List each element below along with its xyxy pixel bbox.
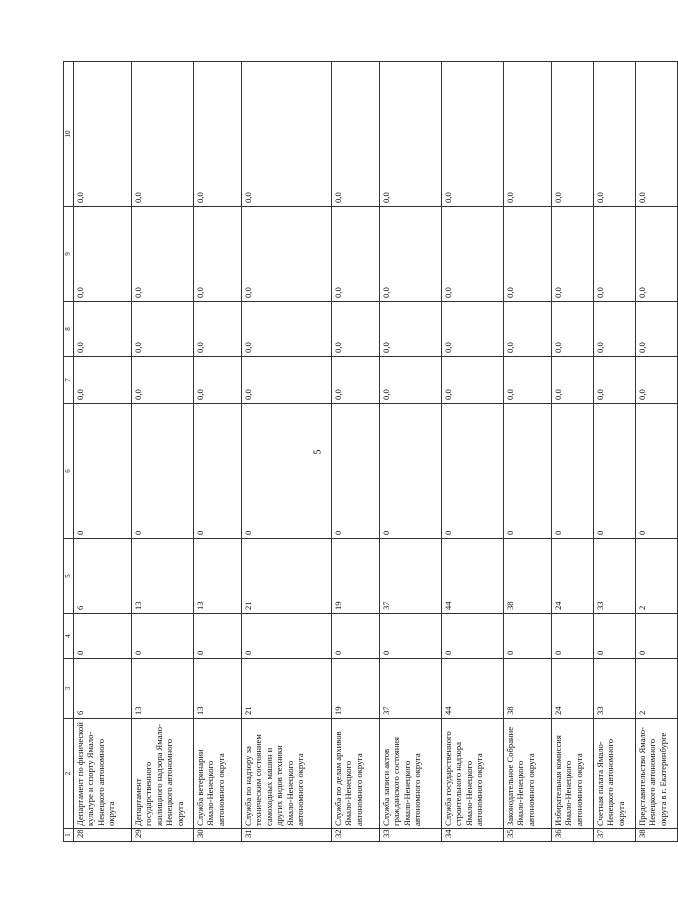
table-row	[74, 62, 132, 842]
organization-name: Служба ветеринарии Ямало-Ненецкого автономного округа	[194, 719, 242, 829]
col-3-value: 2	[636, 659, 678, 719]
col-10-value: 0,0	[504, 62, 552, 207]
col-6-value: 0	[132, 404, 194, 539]
col-10-value: 0,0	[594, 62, 636, 207]
col-6-value: 0	[74, 404, 132, 539]
col-6-value: 0	[636, 404, 678, 539]
col-3-value: 13	[132, 659, 194, 719]
row-number: 34	[442, 829, 504, 842]
row-number: 31	[242, 829, 332, 842]
col-9-value: 0,0	[242, 207, 332, 302]
organization-name: Департамент государственного жилищного надзора Ямало-Ненецкого автономного округа	[132, 719, 194, 829]
col-10-value: 0,0	[380, 62, 442, 207]
col-7-value: 0,0	[242, 357, 332, 404]
col-num-7: 7	[64, 357, 74, 404]
table-body	[74, 62, 678, 842]
organization-name: Представительство Ямало-Ненецкого автономного округа в г. Екатеринбурге	[636, 719, 678, 829]
col-7-value: 0,0	[442, 357, 504, 404]
col-8-value: 0,0	[552, 302, 594, 357]
col-8-value: 0,0	[74, 302, 132, 357]
col-4-value: 0	[242, 614, 332, 659]
col-7-value: 0,0	[552, 357, 594, 404]
col-3-value: 13	[194, 659, 242, 719]
col-9-value: 0,0	[594, 207, 636, 302]
row-number: 35	[504, 829, 552, 842]
col-num-10: 10	[64, 62, 74, 207]
col-8-value: 0,0	[332, 302, 380, 357]
col-4-value: 0	[74, 614, 132, 659]
col-3-value: 33	[594, 659, 636, 719]
col-5-value: 13	[132, 539, 194, 614]
col-num-6: 6	[64, 404, 74, 539]
col-5-value: 33	[594, 539, 636, 614]
table-row	[332, 62, 380, 842]
table-row	[442, 62, 504, 842]
col-5-value: 38	[504, 539, 552, 614]
col-10-value: 0,0	[242, 62, 332, 207]
col-7-value: 0,0	[636, 357, 678, 404]
col-10-value: 0,0	[442, 62, 504, 207]
col-5-value: 44	[442, 539, 504, 614]
col-4-value: 0	[636, 614, 678, 659]
col-num-3: 3	[64, 659, 74, 719]
row-number: 29	[132, 829, 194, 842]
col-7-value: 0,0	[74, 357, 132, 404]
col-3-value: 24	[552, 659, 594, 719]
organization-name: Служба записи актов гражданского состояния Ямало-Ненецкого автономного округа	[380, 719, 442, 829]
col-num-9: 9	[64, 207, 74, 302]
col-num-5: 5	[64, 539, 74, 614]
col-9-value: 0,0	[380, 207, 442, 302]
col-7-value: 0,0	[594, 357, 636, 404]
col-5-value: 19	[332, 539, 380, 614]
col-8-value: 0,0	[194, 302, 242, 357]
organization-name: Избирательная комиссия Ямало-Ненецкого автономного округа	[552, 719, 594, 829]
organization-name: Служба государственного строительного надзора Ямало-Ненецкого автономного округа	[442, 719, 504, 829]
table-row	[194, 62, 242, 842]
organization-name: Служба по надзору за техническим состоянием самоходных машин и других видов техники Ямало-Ненецкого автономного округа	[242, 719, 332, 829]
col-6-value: 0	[442, 404, 504, 539]
row-number: 36	[552, 829, 594, 842]
col-8-value: 0,0	[132, 302, 194, 357]
col-num-2: 2	[64, 719, 74, 829]
row-number: 32	[332, 829, 380, 842]
col-4-value: 0	[504, 614, 552, 659]
col-5-value: 13	[194, 539, 242, 614]
col-4-value: 0	[194, 614, 242, 659]
col-10-value: 0,0	[132, 62, 194, 207]
table-row	[552, 62, 594, 842]
col-10-value: 0,0	[552, 62, 594, 207]
col-9-value: 0,0	[194, 207, 242, 302]
col-5-value: 21	[242, 539, 332, 614]
col-5-value: 37	[380, 539, 442, 614]
col-9-value: 0,0	[74, 207, 132, 302]
col-4-value: 0	[132, 614, 194, 659]
table-row	[380, 62, 442, 842]
col-7-value: 0,0	[504, 357, 552, 404]
col-10-value: 0,0	[332, 62, 380, 207]
col-6-value: 0	[380, 404, 442, 539]
page-number: 5	[312, 449, 324, 455]
row-number: 28	[74, 829, 132, 842]
organization-name: Законодательное Собрание Ямало-Ненецкого автономного округа	[504, 719, 552, 829]
col-9-value: 0,0	[332, 207, 380, 302]
organization-name: Департамент по физической культуре и спорту Ямало-Ненецкого автономного округа	[74, 719, 132, 829]
col-6-value: 0	[504, 404, 552, 539]
col-3-value: 6	[74, 659, 132, 719]
col-4-value: 0	[594, 614, 636, 659]
col-8-value: 0,0	[504, 302, 552, 357]
col-6-value: 0	[194, 404, 242, 539]
col-9-value: 0,0	[636, 207, 678, 302]
col-6-value: 0	[242, 404, 332, 539]
col-4-value: 0	[332, 614, 380, 659]
col-5-value: 6	[74, 539, 132, 614]
col-7-value: 0,0	[132, 357, 194, 404]
col-4-value: 0	[380, 614, 442, 659]
col-8-value: 0,0	[636, 302, 678, 357]
organization-name: Счетная палата Ямало-Ненецкого автономного округа	[594, 719, 636, 829]
col-8-value: 0,0	[442, 302, 504, 357]
col-8-value: 0,0	[594, 302, 636, 357]
col-9-value: 0,0	[504, 207, 552, 302]
col-3-value: 44	[442, 659, 504, 719]
column-number-row	[64, 62, 74, 842]
col-5-value: 24	[552, 539, 594, 614]
table-row	[594, 62, 636, 842]
col-8-value: 0,0	[380, 302, 442, 357]
table-row	[504, 62, 552, 842]
col-9-value: 0,0	[442, 207, 504, 302]
col-6-value: 0	[594, 404, 636, 539]
table-row	[242, 62, 332, 842]
col-num-1: 1	[64, 829, 74, 842]
col-10-value: 0,0	[194, 62, 242, 207]
col-4-value: 0	[442, 614, 504, 659]
col-7-value: 0,0	[332, 357, 380, 404]
col-3-value: 38	[504, 659, 552, 719]
col-num-8: 8	[64, 302, 74, 357]
table-row	[636, 62, 678, 842]
data-table	[63, 61, 678, 842]
table-row	[132, 62, 194, 842]
col-9-value: 0,0	[552, 207, 594, 302]
col-8-value: 0,0	[242, 302, 332, 357]
col-7-value: 0,0	[380, 357, 442, 404]
col-3-value: 21	[242, 659, 332, 719]
col-6-value: 0	[552, 404, 594, 539]
organization-name: Служба по делам архивов Ямало-Ненецкого автономного округа	[332, 719, 380, 829]
row-number: 38	[636, 829, 678, 842]
col-9-value: 0,0	[132, 207, 194, 302]
col-10-value: 0,0	[74, 62, 132, 207]
rotated-table-container	[63, 62, 668, 842]
col-5-value: 2	[636, 539, 678, 614]
row-number: 30	[194, 829, 242, 842]
col-3-value: 19	[332, 659, 380, 719]
col-3-value: 37	[380, 659, 442, 719]
row-number: 37	[594, 829, 636, 842]
col-10-value: 0,0	[636, 62, 678, 207]
col-6-value: 0	[332, 404, 380, 539]
col-num-4: 4	[64, 614, 74, 659]
col-7-value: 0,0	[194, 357, 242, 404]
col-4-value: 0	[552, 614, 594, 659]
row-number: 33	[380, 829, 442, 842]
